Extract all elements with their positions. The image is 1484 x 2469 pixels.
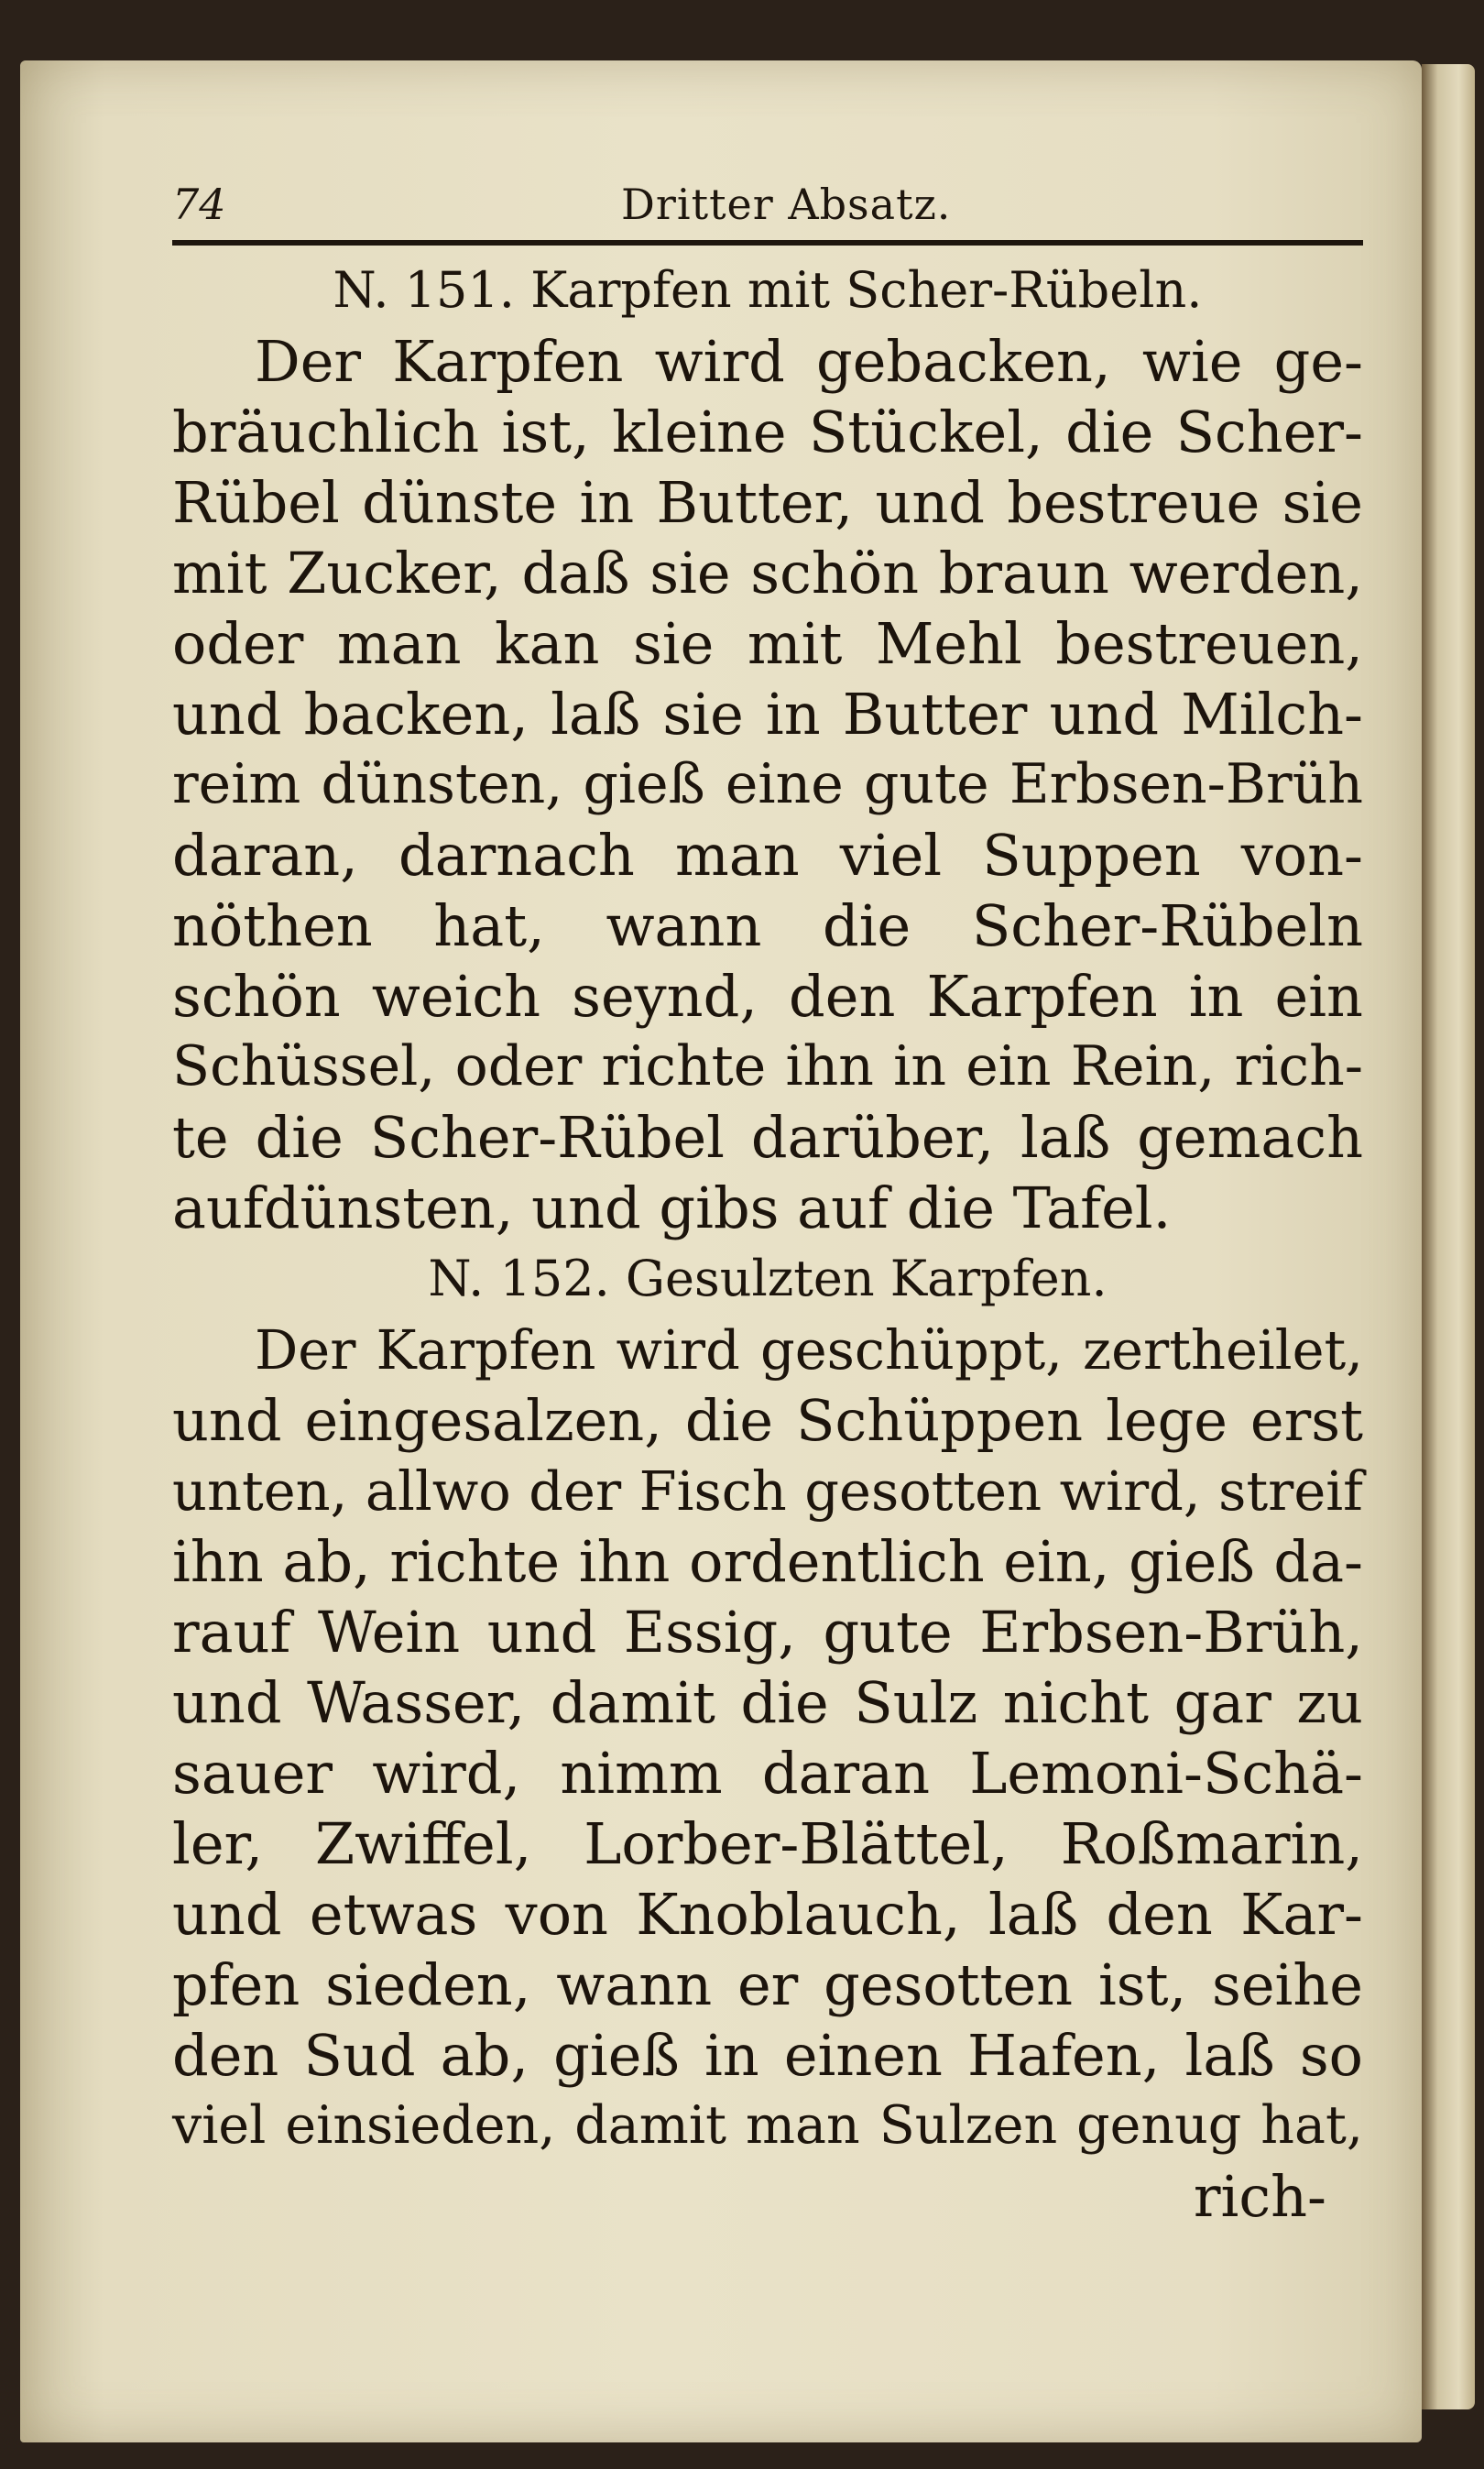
- text-line: und eingesalzen, die Schüppen lege erst: [172, 1387, 1363, 1454]
- text-line: oder man kan sie mit Mehl bestreuen,: [172, 610, 1363, 677]
- recipe-heading: N. 151. Karpfen mit Scher-Rübeln.: [333, 261, 1203, 319]
- text-line: Der Karpfen wird gebacken, wie ge-: [255, 328, 1363, 395]
- text-line: unten, allwo der Fisch gesotten wird, streif: [172, 1459, 1363, 1523]
- text-line: Schüssel, oder richte ihn in ein Rein, rich-: [172, 1034, 1363, 1098]
- text-line: sauer wird, nimm daran Lemoni-Schä-: [172, 1740, 1363, 1807]
- text-line: den Sud ab, gieß in einen Hafen, laß so: [172, 2022, 1363, 2089]
- running-head: Dritter Absatz.: [621, 180, 952, 229]
- text-line: pfen sieden, wann er gesotten ist, seihe: [172, 1951, 1363, 2018]
- text-line: ihn ab, richte ihn ordentlich ein, gieß da-: [172, 1528, 1363, 1595]
- text-line: schön weich seynd, den Karpfen in ein: [172, 963, 1363, 1030]
- page-body: [172, 255, 1363, 2232]
- page-header: [172, 180, 1363, 244]
- text-line: aufdünsten, und gibs auf die Tafel.: [172, 1174, 1172, 1241]
- page-number: 74: [172, 180, 226, 229]
- text-line: ler, Zwiffel, Lorber-Blättel, Roßmarin,: [172, 1810, 1363, 1877]
- catchword: rich-: [1193, 2163, 1326, 2230]
- text-line: te die Scher-Rübel darüber, laß gemach: [172, 1104, 1363, 1171]
- recipe-heading: N. 152. Gesulzten Karpfen.: [428, 1250, 1108, 1307]
- text-line: reim dünsten, gieß eine gute Erbsen-Brüh: [172, 752, 1363, 816]
- text-line: Der Karpfen wird geschüppt, zertheilet,: [255, 1318, 1363, 1382]
- header-rule: [172, 240, 1363, 246]
- text-line: und etwas von Knoblauch, laß den Kar-: [172, 1881, 1363, 1948]
- text-line: und Wasser, damit die Sulz nicht gar zu: [172, 1669, 1363, 1736]
- text-line: daran, darnach man viel Suppen von-: [172, 822, 1363, 889]
- text-line: und backen, laß sie in Butter und Milch-: [172, 681, 1363, 748]
- next-page-edge: [1422, 64, 1475, 2409]
- text-line: Rübel dünste in Butter, und bestreue sie: [172, 469, 1363, 536]
- text-line: bräuchlich ist, kleine Stückel, die Scher-: [172, 399, 1363, 465]
- text-line: nöthen hat, wann die Scher-Rübeln: [172, 892, 1363, 959]
- text-line: mit Zucker, daß sie schön braun werden,: [172, 540, 1363, 606]
- text-line: viel einsieden, damit man Sulzen genug hat,: [172, 2095, 1363, 2156]
- text-line: rauf Wein und Essig, gute Erbsen-Brüh,: [172, 1599, 1363, 1666]
